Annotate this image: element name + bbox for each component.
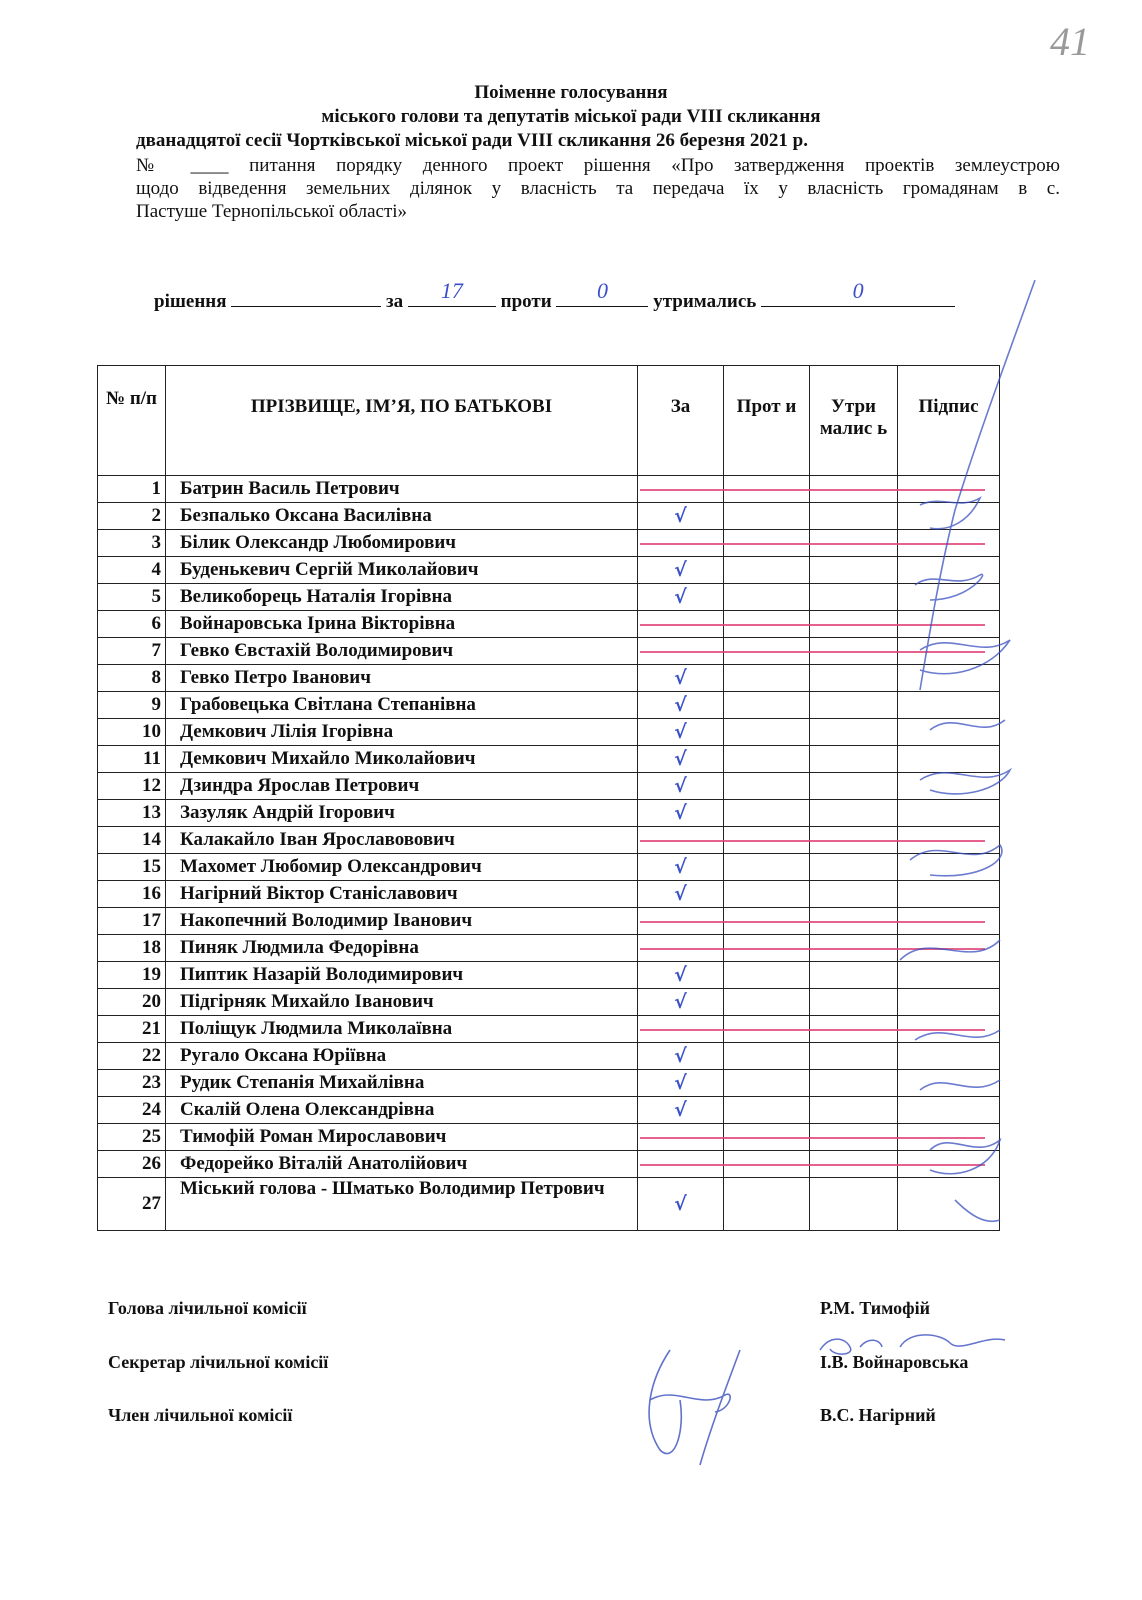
row-number: 11 xyxy=(98,746,166,773)
member-name: Махомет Любомир Олександрович xyxy=(166,854,638,881)
decision-blank xyxy=(231,288,381,307)
for-count: 17 xyxy=(440,278,463,303)
row-number: 22 xyxy=(98,1043,166,1070)
member-name: Гевко Петро Іванович xyxy=(166,665,638,692)
checkmark-icon: √ xyxy=(638,854,724,881)
member-name: В.С. Нагірний xyxy=(820,1405,936,1425)
against-cell xyxy=(724,584,810,611)
checkmark-icon: √ xyxy=(638,692,724,719)
for-count-field xyxy=(408,278,496,307)
member-name: Пиняк Людмила Федорівна xyxy=(166,935,638,962)
question-text xyxy=(136,154,1060,223)
against-count: 0 xyxy=(596,278,608,303)
document-subtitle: міського голови та депутатів міської ради VIII скликання xyxy=(321,106,821,127)
checkmark-icon: √ xyxy=(638,800,724,827)
header-against: Прот и xyxy=(724,366,810,476)
question-line-1: № ____ питання порядку денного проект рішення «Про затвердження проектів землеустрою xyxy=(136,155,1060,176)
header-for: За xyxy=(638,366,724,476)
checkmark-icon: √ xyxy=(638,503,724,530)
member-label: Член лічильної комісії xyxy=(108,1405,293,1425)
row-number: 9 xyxy=(98,692,166,719)
checkmark-icon: √ xyxy=(638,1043,724,1070)
member-name: Гевко Євстахій Володимирович xyxy=(166,638,638,665)
checkmark-icon: √ xyxy=(638,881,724,908)
checkmark-icon: √ xyxy=(638,665,724,692)
decision-label: рішення xyxy=(154,291,227,312)
checkmark-icon: √ xyxy=(638,1097,724,1124)
header-num: № п/п xyxy=(98,366,166,476)
row-number: 3 xyxy=(98,530,166,557)
row-number: 26 xyxy=(98,1151,166,1178)
member-name: Рудик Степанія Михайлівна xyxy=(166,1070,638,1097)
member-signature-icon xyxy=(630,1340,750,1470)
chair-label: Голова лічильної комісії xyxy=(108,1298,307,1318)
row-number: 13 xyxy=(98,800,166,827)
against-cell xyxy=(724,1070,810,1097)
row-number: 19 xyxy=(98,962,166,989)
row-number: 25 xyxy=(98,1124,166,1151)
abstained-count: 0 xyxy=(852,278,864,303)
secretary-signature-icon xyxy=(810,1325,1020,1365)
against-cell xyxy=(724,557,810,584)
document-title: Поіменне голосування xyxy=(474,82,668,103)
against-cell xyxy=(724,962,810,989)
row-number: 18 xyxy=(98,935,166,962)
row-number: 8 xyxy=(98,665,166,692)
member-name: Буденькевич Сергій Миколайович xyxy=(166,557,638,584)
header-signature: Підпис xyxy=(898,366,1000,476)
member-name: Зазуляк Андрій Ігорович xyxy=(166,800,638,827)
page-number: 41 xyxy=(1050,19,1090,64)
against-cell xyxy=(724,989,810,1016)
chair-name: Р.М. Тимофій xyxy=(820,1298,931,1318)
member-name: Дзиндра Ярослав Петрович xyxy=(166,773,638,800)
against-cell xyxy=(724,1178,810,1231)
member-name: Міський голова - Шматько Володимир Петрович xyxy=(166,1178,638,1231)
against-cell xyxy=(724,800,810,827)
row-number: 27 xyxy=(98,1178,166,1231)
header-name: ПРІЗВИЩЕ, ІМ’Я, ПО БАТЬКОВІ xyxy=(166,366,638,476)
checkmark-icon: √ xyxy=(638,962,724,989)
against-cell xyxy=(724,773,810,800)
row-number: 4 xyxy=(98,557,166,584)
row-number: 16 xyxy=(98,881,166,908)
against-count-field xyxy=(556,278,648,307)
row-number: 21 xyxy=(98,1016,166,1043)
secretary-name: І.В. Войнаровська xyxy=(820,1352,969,1372)
against-cell xyxy=(724,1097,810,1124)
secretary-label: Секретар лічильної комісії xyxy=(108,1352,329,1372)
member-name: Калакайло Іван Ярославовович xyxy=(166,827,638,854)
checkmark-icon: √ xyxy=(638,1178,724,1231)
checkmark-icon: √ xyxy=(638,773,724,800)
member-name: Батрин Василь Петрович xyxy=(166,476,638,503)
member-name: Федорейко Віталій Анатолійович xyxy=(166,1151,638,1178)
against-cell xyxy=(724,692,810,719)
session-line: дванадцятої сесії Чортківської міської ради VIII скликання 26 березня 2021 р. xyxy=(136,130,808,151)
question-line-2: щодо відведення земельних ділянок у власність та передача їх у власність громадянам в с. xyxy=(136,178,1060,199)
abstained-label: утримались xyxy=(653,291,757,312)
member-name: Демкович Лілія Ігорівна xyxy=(166,719,638,746)
against-cell xyxy=(724,1043,810,1070)
vote-summary xyxy=(154,278,955,313)
member-name: Грабовецька Світлана Степанівна xyxy=(166,692,638,719)
against-cell xyxy=(724,665,810,692)
member-name: Пиптик Назарій Володимирович xyxy=(166,962,638,989)
signatures-scribble-icon xyxy=(860,270,1060,1230)
checkmark-icon: √ xyxy=(638,1070,724,1097)
checkmark-icon: √ xyxy=(638,746,724,773)
against-cell xyxy=(724,854,810,881)
member-name: Підгірняк Михайло Іванович xyxy=(166,989,638,1016)
member-name: Скалій Олена Олександрівна xyxy=(166,1097,638,1124)
row-number: 12 xyxy=(98,773,166,800)
against-label: проти xyxy=(500,291,552,312)
row-number: 15 xyxy=(98,854,166,881)
row-number: 6 xyxy=(98,611,166,638)
for-label: за xyxy=(386,291,404,312)
row-number: 1 xyxy=(98,476,166,503)
row-number: 20 xyxy=(98,989,166,1016)
row-number: 2 xyxy=(98,503,166,530)
member-name: Великоборець Наталія Ігорівна xyxy=(166,584,638,611)
member-name: Накопечний Володимир Іванович xyxy=(166,908,638,935)
against-cell xyxy=(724,881,810,908)
against-cell xyxy=(724,503,810,530)
row-number: 7 xyxy=(98,638,166,665)
question-line-3: Пастуше Тернопільської області» xyxy=(136,201,408,222)
against-cell xyxy=(724,719,810,746)
row-number: 23 xyxy=(98,1070,166,1097)
member-name: Безпалько Оксана Василівна xyxy=(166,503,638,530)
member-name: Поліщук Людмила Миколаївна xyxy=(166,1016,638,1043)
member-name: Войнаровська Ірина Вікторівна xyxy=(166,611,638,638)
member-name: Білик Олександр Любомирович xyxy=(166,530,638,557)
checkmark-icon: √ xyxy=(638,989,724,1016)
against-cell xyxy=(724,746,810,773)
checkmark-icon: √ xyxy=(638,719,724,746)
member-name: Нагірний Віктор Станіславович xyxy=(166,881,638,908)
row-number: 17 xyxy=(98,908,166,935)
row-number: 5 xyxy=(98,584,166,611)
row-number: 14 xyxy=(98,827,166,854)
member-name: Демкович Михайло Миколайович xyxy=(166,746,638,773)
row-number: 24 xyxy=(98,1097,166,1124)
member-name: Ругало Оксана Юріївна xyxy=(166,1043,638,1070)
checkmark-icon: √ xyxy=(638,584,724,611)
member-name: Тимофій Роман Мирославович xyxy=(166,1124,638,1151)
header-abstained: Утри малис ь xyxy=(810,366,898,476)
row-number: 10 xyxy=(98,719,166,746)
checkmark-icon: √ xyxy=(638,557,724,584)
